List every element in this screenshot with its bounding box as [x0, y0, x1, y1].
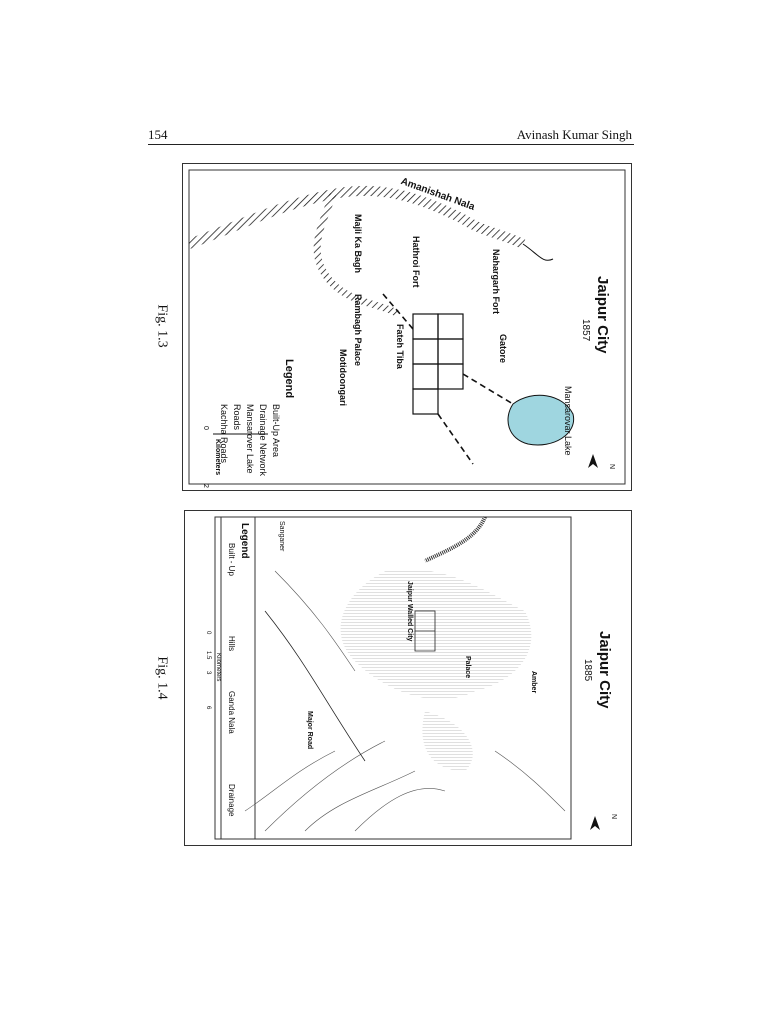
ganda-nala: [425, 517, 485, 561]
label-mansarovar-lake: Mansarovar Lake: [563, 386, 573, 456]
built-up-walled-city: [413, 314, 463, 414]
label-amber: Amber: [530, 671, 537, 694]
north-arrow-icon: [590, 816, 600, 830]
map-year: 1857: [580, 319, 591, 342]
label-hathroi-fort: Hathroi Fort: [411, 236, 421, 288]
label-fateh-tiba: Fateh Tiba: [395, 324, 405, 369]
scale-unit: Kilometers: [214, 439, 221, 476]
header-rule: [148, 144, 634, 145]
label-major-road: Major Road: [306, 711, 313, 750]
legend-item: Drainage Network: [258, 404, 268, 477]
north-label: N: [610, 814, 617, 820]
legend-item: Hills: [227, 636, 236, 652]
legend-item: Built - Up: [227, 543, 236, 576]
label-walled-city: Jaipur Walled City: [406, 581, 413, 642]
legend-item: Kachha Roads: [219, 404, 229, 464]
north-arrow-icon: [588, 454, 598, 468]
fig-1-4-caption: Fig. 1.4: [154, 656, 170, 700]
label-palace: Palace: [464, 656, 471, 679]
north-label: N: [608, 464, 615, 470]
scale-tick: 3: [205, 671, 211, 675]
label-nahargarh-fort: Nahargarh Fort: [491, 249, 501, 315]
legend-title: Legend: [283, 359, 295, 399]
fig-1-4-map: [184, 510, 632, 846]
legend-item: Roads: [232, 404, 242, 431]
label-rambagh-palace: Rambagh Palace: [353, 294, 363, 367]
scale-tick: 6: [205, 706, 211, 710]
running-head-author: Avinash Kumar Singh: [516, 127, 632, 142]
label-motidoongari: Motidoongari: [338, 349, 348, 406]
legend-title: Legend: [239, 523, 250, 559]
scale-unit: Kilometers: [215, 653, 221, 682]
fig-1-3-caption: Fig. 1.3: [154, 304, 170, 348]
scale-tick: 1.5: [205, 651, 211, 660]
hills-area: [341, 569, 532, 699]
scale-two: 2: [202, 484, 209, 488]
label-majli-ka-bagh: Majli Ka Bagh: [353, 214, 363, 274]
title-jaipur-city: Jaipur City: [596, 631, 613, 709]
legend-item: Mansarover Lake: [245, 404, 255, 474]
legend-item: Built-Up Area: [271, 404, 281, 458]
fig-1-3-map: [182, 163, 632, 491]
label-sanganer: Sanganer: [278, 521, 285, 552]
legend-item: Ganda Nala: [227, 691, 236, 734]
fig-1-4-map-drawing: [185, 511, 631, 845]
map-year: 1885: [582, 659, 593, 682]
page-number: 154: [148, 127, 168, 142]
legend-item: Drainage: [227, 784, 236, 817]
scale-tick: 0: [205, 631, 211, 635]
label-amanishah-nala: Amanishah Nala: [399, 176, 477, 213]
label-gatore: Gatore: [498, 334, 508, 364]
title-jaipur-city: Jaipur City: [594, 276, 611, 354]
scale-zero: 0: [202, 426, 209, 430]
